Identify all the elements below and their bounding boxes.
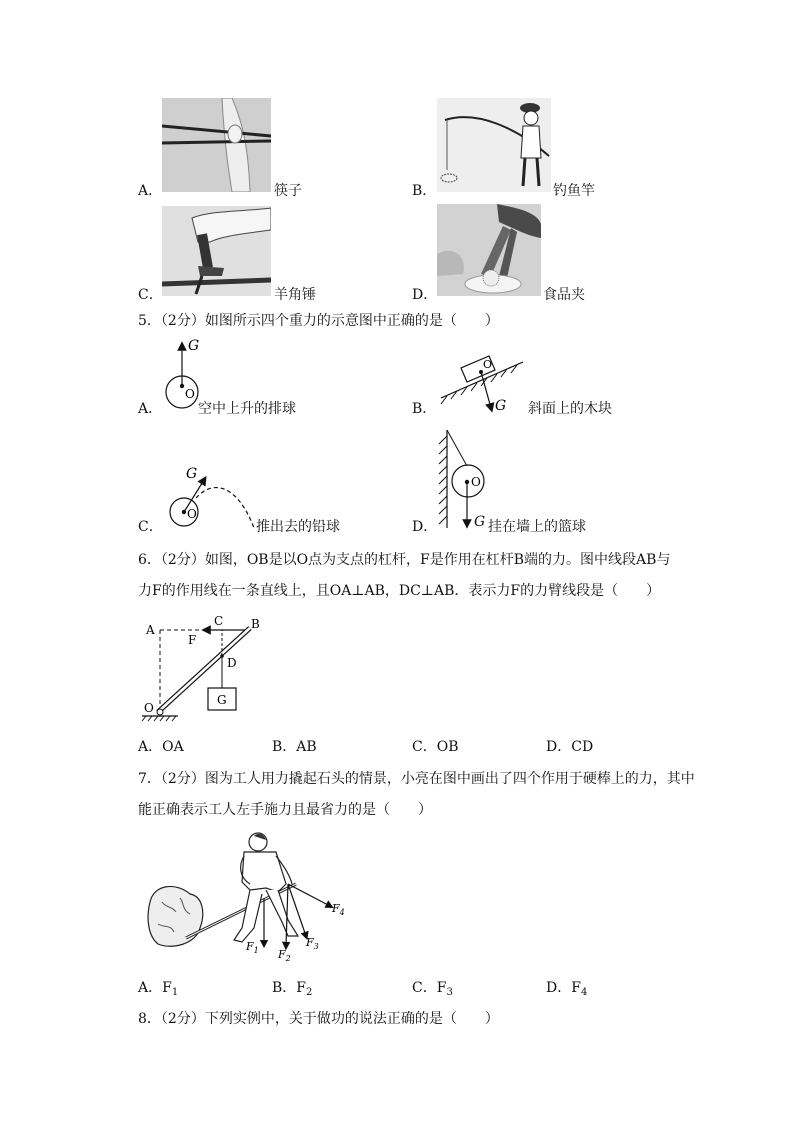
q4-option-b-letter: B． <box>412 183 437 199</box>
q4-option-b-caption: 钓鱼竿 <box>553 183 595 199</box>
point-label: O <box>483 358 493 371</box>
chopsticks-photo <box>162 98 271 192</box>
q4-option-a-letter: A． <box>138 183 163 199</box>
q5-option-c-caption: 推出去的铅球 <box>256 519 340 535</box>
label-g: G <box>217 693 227 707</box>
q6-option-d: D．CD <box>546 739 594 755</box>
q6-stem-line1: 6．（2分）如图，OB是以O点为支点的杠杆，F是作用在杠杆B端的力。图中线段AB与 <box>138 552 671 568</box>
label-f2: $F_2$ <box>278 948 291 962</box>
q5-option-a-caption: 空中上升的排球 <box>198 401 296 417</box>
label-f4: $F_4$ <box>332 902 345 917</box>
label-f: F <box>188 633 197 647</box>
q8-stem: 8．（2分）下列实例中，关于做功的说法正确的是（ ） <box>138 1011 499 1027</box>
q5-d-force-label: G <box>474 514 486 530</box>
label-d: D <box>227 656 237 670</box>
q5-option-b-caption: 斜面上的木块 <box>528 401 612 417</box>
q5-b-figure <box>437 352 527 418</box>
q7-stem-line2: 能正确表示工人左手施力且最省力的是（ ） <box>138 802 432 818</box>
q6-option-b: B．AB <box>272 739 317 755</box>
q5-option-d-caption: 挂在墙上的篮球 <box>488 519 586 535</box>
point-label: O <box>187 507 197 521</box>
food-tongs-photo <box>437 204 541 296</box>
q7-option-b: B．$F_2$ <box>272 980 313 998</box>
q6-lever-figure <box>138 612 268 722</box>
claw-hammer-photo <box>162 206 271 296</box>
label-b: B <box>251 617 260 631</box>
q5-d-figure <box>437 428 497 530</box>
point-label: O <box>471 475 481 489</box>
fishing-rod-photo <box>437 98 551 192</box>
trajectory-curve <box>196 488 254 528</box>
fishing-rod-icon <box>437 98 551 192</box>
label-c: C <box>214 614 224 628</box>
q7-option-c: C．$F_3$ <box>412 980 453 998</box>
q5-c-figure <box>158 462 258 534</box>
q5-option-b-letter: B． <box>412 401 437 417</box>
label-o: O <box>144 701 154 715</box>
force-label: G <box>186 466 198 482</box>
rock-shape <box>148 886 203 946</box>
q4-option-c-caption: 羊角锤 <box>274 287 316 303</box>
q7-stem-line1: 7．（2分）图为工人用力撬起石头的情景，小亮在图中画出了四个作用于硬棒上的力，其中 <box>138 771 695 787</box>
q6-option-c: C．OB <box>412 739 459 755</box>
q7-option-a: A．$F_1$ <box>138 980 179 998</box>
q4-option-a-caption: 筷子 <box>274 183 302 199</box>
q7-option-d: D．$F_4$ <box>546 980 588 998</box>
point-label: O <box>185 387 195 401</box>
q5-stem: 5．（2分）如图所示四个重力的示意图中正确的是（ ） <box>138 313 499 329</box>
q6-option-a: A．OA <box>138 739 184 755</box>
force-label: G <box>188 338 200 354</box>
chopsticks-icon <box>162 98 271 192</box>
force-arrow-icon <box>481 372 491 408</box>
q5-option-a-letter: A． <box>138 401 163 417</box>
label-f1: $F_1$ <box>246 940 259 955</box>
q4-option-c-letter: C． <box>138 287 163 303</box>
label-f3: $F_3$ <box>306 936 319 951</box>
label-a: A <box>146 623 155 637</box>
force-label: G <box>495 398 507 414</box>
q4-option-d-letter: D． <box>412 287 438 303</box>
q5-option-d-letter: D． <box>412 519 438 535</box>
claw-hammer-icon <box>162 206 271 296</box>
q4-option-d-caption: 食品夹 <box>543 287 585 303</box>
q7-worker-figure <box>146 832 356 962</box>
q6-stem-line2: 力F的作用线在一条直线上，且OA⊥AB，DC⊥AB．表示力F的力臂线段是（ ） <box>138 583 661 599</box>
food-tongs-icon <box>437 204 541 296</box>
q5-option-c-letter: C． <box>138 519 163 535</box>
